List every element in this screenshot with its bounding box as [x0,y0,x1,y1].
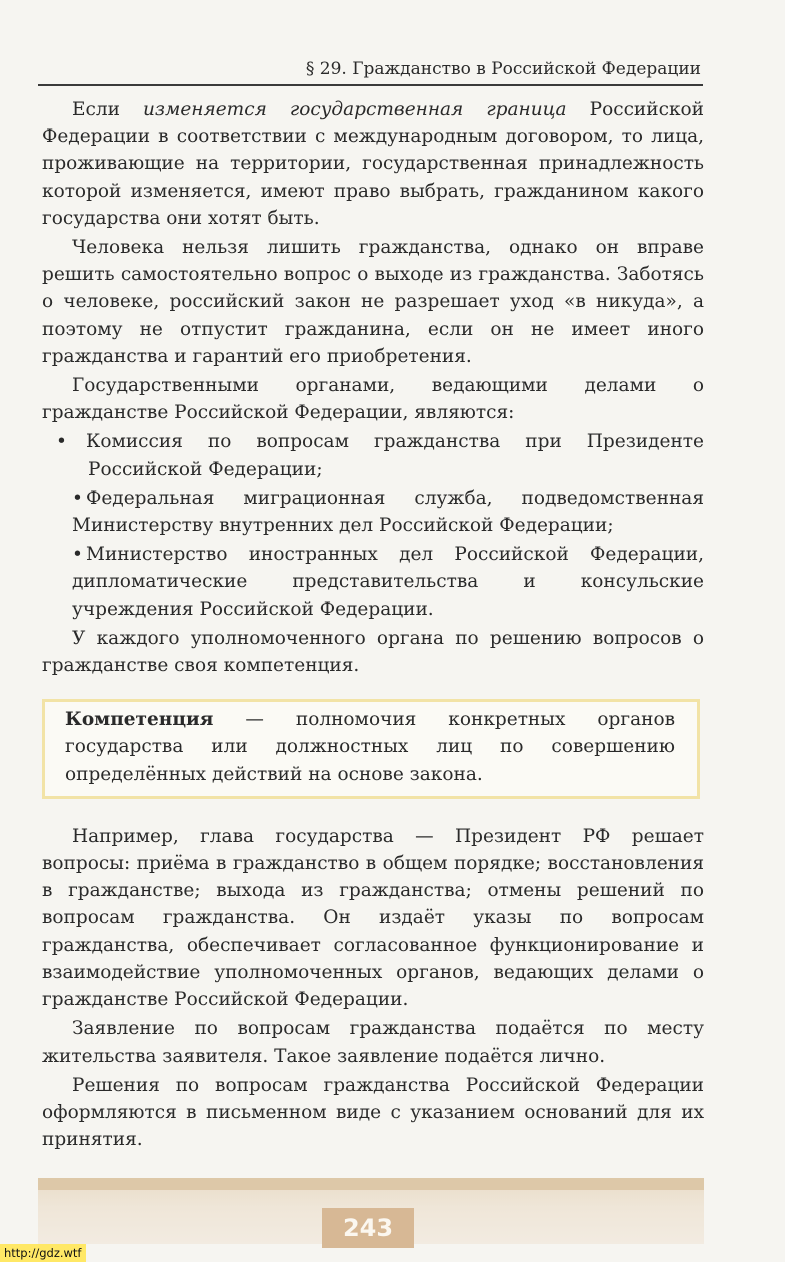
header-title: § 29. Гражданство в Российской Федерации [305,59,701,79]
list-item-text: Министерство иностранных дел Российской Федерации, дипломатические представительства и консульские учреждения Российской Федерации. [72,544,704,620]
bullet-icon: • [72,544,83,566]
paragraph-border-change [42,96,704,232]
paragraph-decisions: Решения по вопросам гражданства Российской Федерации оформляются в письменном виде с указанием оснований для их принятия. [42,1074,704,1151]
paragraph-text: Если [72,99,143,120]
definition-body: — полномочия конкретных органов государства или должностных лиц по совершению определённых действий на основе закона. [65,709,675,785]
list-item-migration-service [42,485,704,539]
paragraph-loss-of-citizenship: Человека нельзя лишить гражданства, однако он вправе решить самостоятельно вопрос о выходе из гражданства. Заботясь о человеке, российский закон не разрешает уход «в никуда», а поэтому не отпустит гражданина, если он не имеет иного гражданства и гарантий его приобретения. [42,237,704,367]
definition-text [65,706,675,788]
list-item-text: Комиссия по вопросам гражданства при Президенте Российской Федерации; [86,431,704,480]
paragraph-text: Российской Федерации в соответствии с международным договором, то лица, проживающие на территории, государственная принадлежность которой изменяется, имеют право выбрать, гражданином какого государства они хотят быть. [42,99,704,229]
paragraph-state-bodies: Государственными органами, ведающими делами о гражданстве Российской Федерации, являются: [42,375,704,424]
bullet-icon: • [72,487,83,509]
paragraph-application: Заявление по вопросам гражданства подаётся по месту жительства заявителя. Такое заявление подаётся лично. [42,1018,704,1067]
paragraph-president-example: Например, глава государства — Президент РФ решает вопросы: приёма в гражданство в общем порядке; восстановления в гражданстве; выхода из гражданства; отмены решений по вопросам гражданства. Он издаёт указы по вопросам гражданства, обеспечивает согласованное функционирование и взаимодействие уполномоченных органов, ведающих делами о гражданстве Российской Федерации. [42,825,704,1011]
page-number: 243 [322,1208,414,1248]
footer-strip [38,1178,704,1190]
definition-term: Компетенция [65,709,214,731]
page-body [42,96,704,1155]
list-item-foreign-ministry [42,541,704,623]
definition-box [42,699,700,799]
list-item-text: Федеральная миграционная служба, подведомственная Министерству внутренних дел Российской Федерации; [72,487,704,537]
paragraph-competence-intro: У каждого уполномоченного органа по решению вопросов о гражданстве своя компетенция. [42,627,704,677]
list-item-commission [42,428,704,482]
emphasized-phrase: изменяется государственная граница [142,99,567,120]
bullet-icon: • [56,431,67,453]
watermark-link[interactable]: http://gdz.wtf [0,1244,86,1262]
running-header [38,58,703,86]
